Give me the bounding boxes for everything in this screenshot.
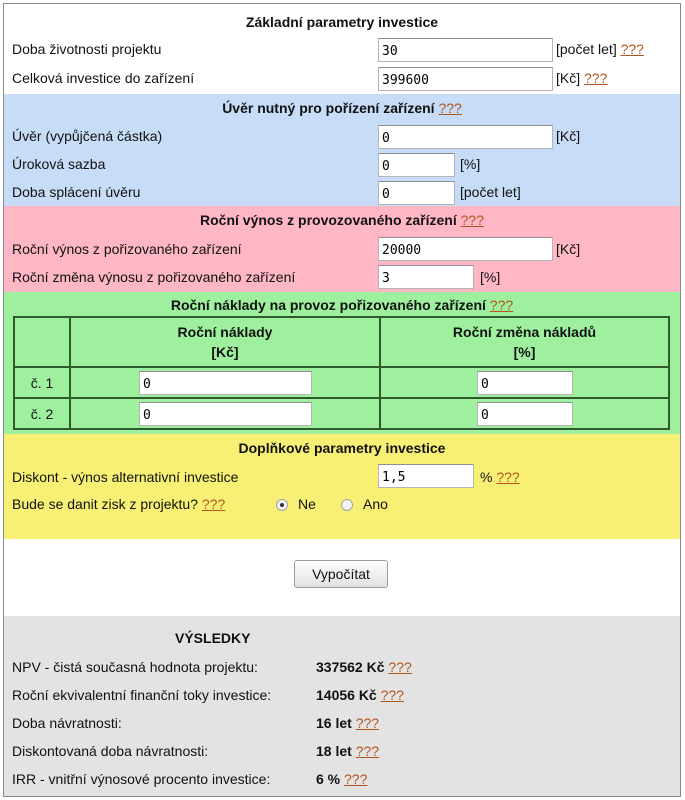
- investment-input[interactable]: [378, 67, 553, 91]
- disc-payback-help-link[interactable]: ???: [355, 743, 380, 759]
- tax-yes-label: Ano: [363, 496, 388, 512]
- cost-change-2-input[interactable]: [477, 402, 573, 426]
- results-title: VÝSLEDKY: [175, 630, 251, 646]
- annual-revenue-input[interactable]: [378, 237, 553, 261]
- loan-amount-input[interactable]: [378, 125, 553, 149]
- lifetime-unit: [počet let] ???: [556, 41, 644, 57]
- costs-row-change-cell: [380, 367, 669, 398]
- cost-2-input[interactable]: [139, 402, 312, 426]
- annual-revenue-label: Roční výnos z pořizovaného zařízení: [12, 241, 242, 257]
- costs-section-title: Roční náklady na provoz pořizovaného zařízení ???: [170, 297, 514, 313]
- extra-section: [4, 434, 680, 539]
- revenue-change-label: Roční změna výnosu z pořizovaného zařízení: [12, 269, 296, 285]
- equivalent-value: 14056 Kč ???: [316, 687, 404, 703]
- loan-term-label: Doba splácení úvěru: [12, 184, 141, 200]
- costs-row-change-cell: [380, 398, 669, 429]
- loan-amount-unit: [Kč]: [556, 128, 581, 144]
- irr-value: 6 % ???: [316, 771, 368, 787]
- npv-label: NPV - čistá současná hodnota projektu:: [12, 659, 258, 675]
- revenue-section: [4, 206, 680, 292]
- revenue-change-input[interactable]: [378, 265, 474, 289]
- costs-header-cost: Roční náklady [Kč]: [70, 317, 380, 367]
- loan-amount-label: Úvěr (vypůjčená částka): [12, 128, 163, 144]
- disc-payback-value: 18 let ???: [316, 743, 380, 759]
- revenue-change-unit: [%]: [480, 269, 501, 285]
- lifetime-label: Doba životnosti projektu: [12, 41, 162, 57]
- irr-help-link[interactable]: ???: [344, 771, 368, 787]
- investment-calculator: [3, 3, 681, 797]
- loan-term-input[interactable]: [378, 181, 455, 205]
- loan-help-link[interactable]: ???: [438, 100, 462, 116]
- extra-section-title: Doplňkové parametry investice: [238, 440, 446, 456]
- costs-header-change: Roční změna nákladů [%]: [380, 317, 669, 367]
- costs-help-link[interactable]: ???: [489, 297, 514, 313]
- disc-payback-label: Diskontovaná doba návratnosti:: [12, 743, 209, 759]
- npv-value: 337562 Kč ???: [316, 659, 412, 675]
- investment-help-link[interactable]: ???: [584, 70, 608, 86]
- payback-value: 16 let ???: [316, 715, 380, 731]
- tax-question: Bude se danit zisk z projektu? ???: [12, 496, 226, 512]
- loan-section-title: Úvěr nutný pro pořízení zařízení ???: [222, 100, 462, 116]
- lifetime-help-link[interactable]: ???: [620, 41, 644, 57]
- annual-revenue-unit: [Kč]: [556, 241, 581, 257]
- equivalent-label: Roční ekvivalentní finanční toky investice:: [12, 687, 272, 703]
- equivalent-help-link[interactable]: ???: [380, 687, 404, 703]
- payback-label: Doba návratnosti:: [12, 715, 122, 731]
- revenue-help-link[interactable]: ???: [460, 212, 484, 228]
- costs-header-blank: [14, 317, 70, 367]
- calculate-button[interactable]: Vypočítat: [294, 560, 388, 588]
- npv-help-link[interactable]: ???: [388, 659, 412, 675]
- results-section: [4, 616, 680, 797]
- discount-label: Diskont - výnos alternativní investice: [12, 469, 239, 485]
- tax-help-link[interactable]: ???: [201, 496, 226, 512]
- tax-yes-radio[interactable]: [341, 499, 353, 511]
- basic-section: [4, 4, 680, 94]
- discount-help-link[interactable]: ???: [496, 469, 520, 485]
- payback-help-link[interactable]: ???: [355, 715, 380, 731]
- costs-row: [14, 367, 669, 398]
- cost-1-input[interactable]: [139, 371, 312, 395]
- lifetime-input[interactable]: [378, 38, 553, 62]
- costs-row-cost-cell: [70, 367, 380, 398]
- cost-change-1-input[interactable]: [477, 371, 573, 395]
- investment-label: Celková investice do zařízení: [12, 70, 195, 86]
- basic-section-title: Základní parametry investice: [245, 14, 439, 30]
- costs-row: [14, 398, 669, 429]
- discount-unit: % ???: [480, 469, 520, 485]
- costs-row-label: č. 1: [14, 367, 70, 398]
- loan-section: [4, 94, 680, 206]
- loan-rate-unit: [%]: [460, 156, 481, 172]
- discount-input[interactable]: [378, 464, 474, 488]
- loan-term-unit: [počet let]: [460, 184, 521, 200]
- loan-rate-input[interactable]: [378, 153, 455, 177]
- costs-table: [13, 316, 670, 430]
- tax-no-label: Ne: [298, 496, 316, 512]
- investment-unit: [Kč] ???: [556, 70, 608, 86]
- loan-rate-label: Úroková sazba: [12, 156, 106, 172]
- revenue-section-title: Roční výnos z provozovaného zařízení ???: [200, 212, 484, 228]
- costs-row-cost-cell: [70, 398, 380, 429]
- irr-label: IRR - vnitřní výnosové procento investice:: [12, 771, 271, 787]
- costs-row-label: č. 2: [14, 398, 70, 429]
- tax-no-radio[interactable]: [276, 499, 288, 511]
